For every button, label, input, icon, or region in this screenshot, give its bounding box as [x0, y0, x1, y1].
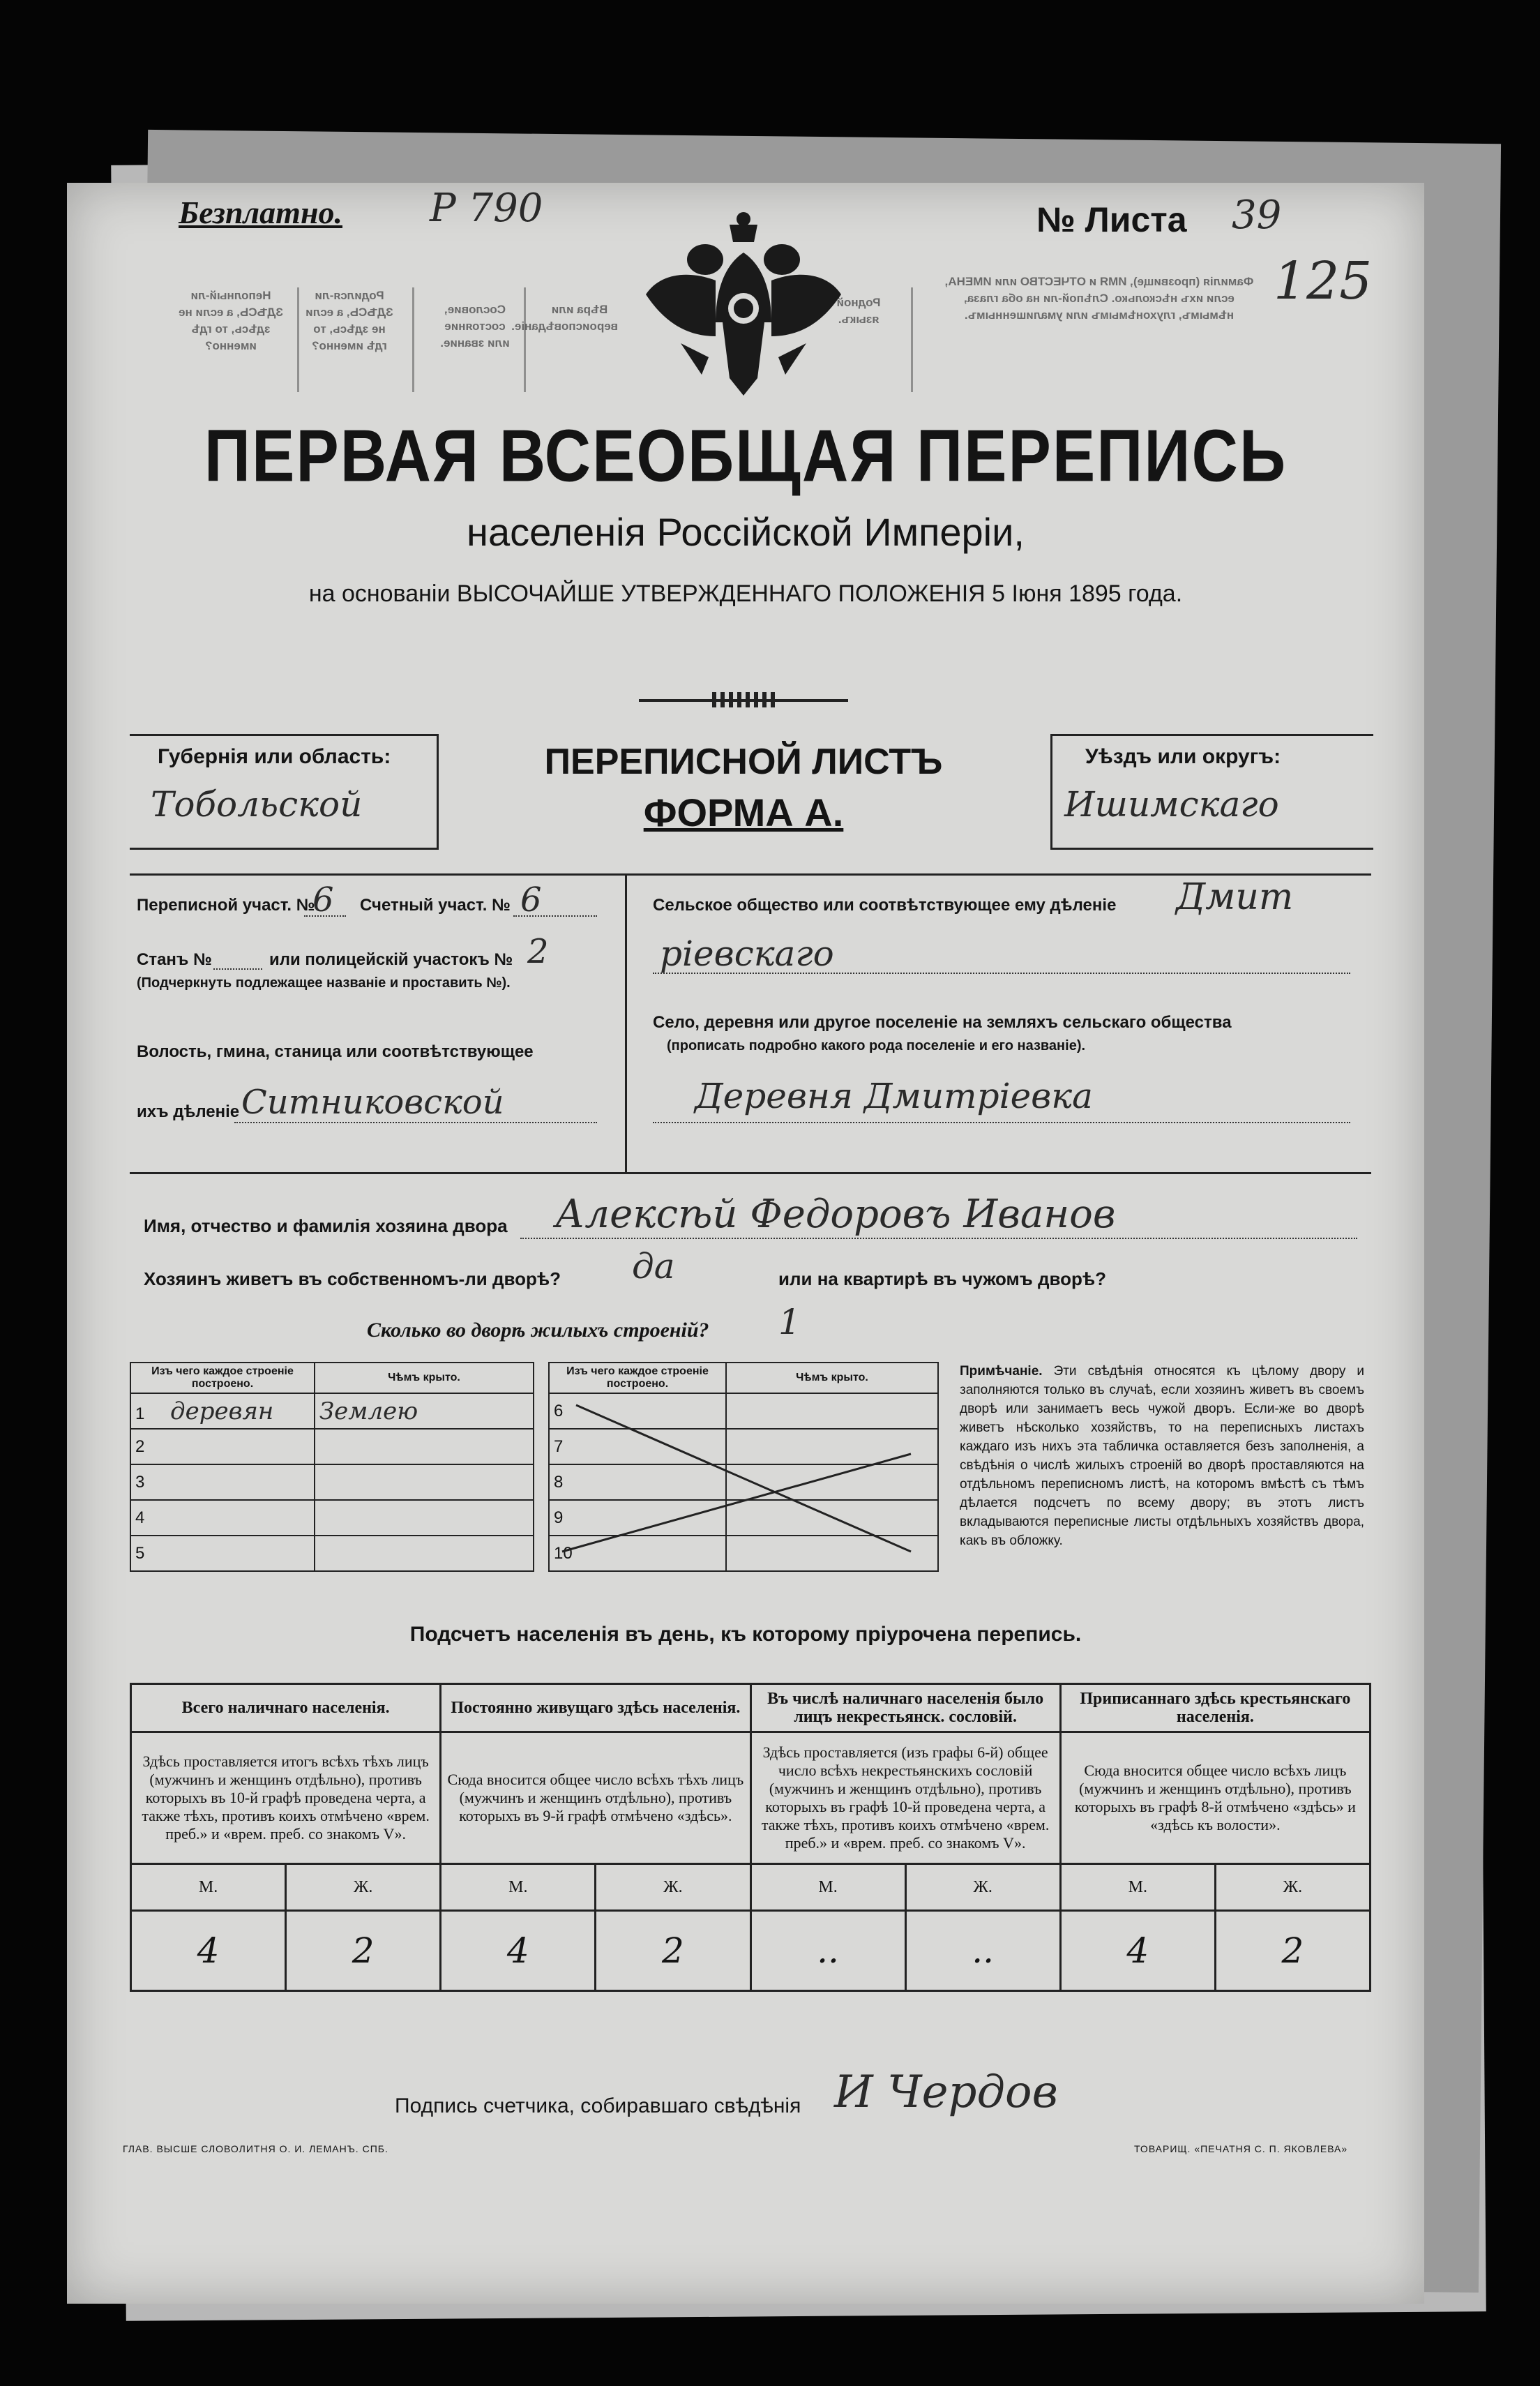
note-text: Эти свѣдѣнія относятся къ цѣлому двору и заполняются только въ случаѣ, если хозяинъ живетъ въ своемъ дворѣ или занимаетъ весь чужой дворъ. Если-же во дворѣ живетъ нѣсколько хозяйствъ, то на переписныхъ листахъ каждаго изъ нихъ эта табличка оставляется безъ заполненія, а свѣдѣнія о числѣ жилыхъ строеній во дворѣ проставляются на отдѣльномъ переписномъ листѣ, на которомъ вмѣстѣ съ тѣмъ дѣлается подсчетъ по всему двору; въ этотъ листъ вкладываются переписные листы отдѣльныхъ хозяйствъ двора, какъ въ обложку.: [960, 1364, 1364, 1548]
enumerator-signature: И Чердов: [834, 2066, 1058, 2118]
printer-left: ГЛАВ. ВЫСШЕ СЛОВОЛИТНЯ О. И. ЛЕМАНЪ. СПБ.: [123, 2143, 388, 2154]
bleed-through-text: Сословие, состояние или звание.: [440, 303, 510, 350]
uchastok-label: Переписной участ. №: [137, 896, 315, 915]
double-headed-eagle-icon: [639, 204, 848, 413]
census-title: ПЕРВАЯ ВСЕОБЩАЯ ПЕРЕПИСЬ: [204, 415, 1288, 497]
bleed-line: [412, 287, 414, 392]
fill-line: [213, 968, 262, 970]
police-label: или полицейскій участокъ №: [269, 950, 513, 969]
volost-label: Волость, гмина, станица или соотвѣтствующее: [137, 1042, 534, 1061]
table-row: [130, 1464, 534, 1500]
schetny-label: Счетный участ. №: [360, 896, 511, 915]
male-label: М.: [750, 1864, 905, 1911]
table-row: [130, 1393, 534, 1429]
society-value-continued: ріевскаго: [660, 933, 834, 974]
own-yard-label: Хозяинъ живетъ въ собственномъ-ли дворѣ?: [144, 1268, 561, 1289]
fill-line: [653, 1122, 1350, 1123]
non-peasant-desc: Здѣсь проставляется (изъ графы 6-й) общее число всѣхъ некрестьянскихъ сословій (мужчинъ и женщинъ отдѣльно), противъ которыхъ въ графѣ 10-й проведена черта, а также тѣхъ, противъ коихъ отмѣчено «врем. преб.» и «врем. преб. со знакомъ V».: [750, 1732, 1060, 1864]
rent-label: или на квартирѣ въ чужомъ дворѣ?: [778, 1268, 1107, 1289]
female-label: Ж.: [286, 1864, 441, 1911]
row-number: 3: [130, 1464, 315, 1500]
village-value: Деревня Дмитріевка: [695, 1076, 1093, 1116]
population-table: [130, 1683, 1371, 1992]
ornament-divider: [712, 692, 775, 707]
table-row: [130, 1429, 534, 1464]
material-value: деревян: [170, 1397, 274, 1425]
fill-line: [234, 1122, 597, 1123]
census-sheet: [67, 183, 1424, 2304]
census-subtitle: населенія Россійской Имперіи,: [467, 510, 1025, 554]
female-label: Ж.: [1215, 1864, 1370, 1911]
table-row: [130, 1500, 534, 1536]
material-header: Изъ чего каждое строеніе построено.: [549, 1363, 726, 1393]
bleed-through-text: Родной языкъ.: [836, 296, 881, 326]
bleed-line: [297, 287, 299, 392]
row-number: 10: [549, 1536, 726, 1571]
form-type: ФОРМА А.: [643, 790, 844, 834]
permanent-female-count: 2: [596, 1911, 750, 1991]
registered-peasant-desc: Сюда вносится общее число всѣхъ лицъ (мужчинъ и женщинъ отдѣльно), противъ которыхъ въ графѣ 8-й отмѣчено «здѣсь» и «здѣсь къ волости».: [1060, 1732, 1370, 1864]
archive-number: 125: [1274, 251, 1373, 311]
male-label: М.: [131, 1864, 286, 1911]
permanent-desc: Сюда вносится общее число всѣхъ тѣхъ лицъ (мужчинъ и женщинъ отдѣльно), противъ которыхъ въ 9-й графѣ отмѣчено «здѣсь».: [441, 1732, 750, 1864]
stan-label: Станъ №: [137, 950, 212, 969]
permanent-header: Постоянно живущаго здѣсь населенія.: [441, 1684, 750, 1732]
total-present-header: Всего наличнаго населенія.: [131, 1684, 441, 1732]
row-number: 1: [135, 1404, 145, 1423]
free-label: Безплатно.: [179, 195, 342, 230]
section-divider: [625, 873, 627, 1173]
legal-basis: на основаніи ВЫСОЧАЙШЕ УТВЕРЖДЕННАГО ПОЛОЖЕНІЯ 5 Іюня 1895 года.: [308, 580, 1183, 607]
signature-label: Подпись счетчика, собиравшаго свѣдѣнія: [395, 2094, 801, 2117]
row-number: 6: [549, 1393, 726, 1429]
registered-male-count: 4: [1060, 1911, 1215, 1991]
fill-line: [304, 915, 346, 917]
stan-note: (Подчеркнуть подлежащее названіе и проставить №).: [137, 975, 511, 991]
fill-line: [513, 915, 597, 917]
delenie-label: ихъ дѣленіе: [137, 1102, 240, 1121]
bleed-line: [911, 287, 913, 392]
sheet-number: 39: [1232, 193, 1282, 238]
sheet-number-label: № Листа: [1036, 200, 1187, 239]
uchastok-value: 6: [312, 880, 334, 920]
note-block: [960, 1362, 1364, 1550]
population-heading: Подсчетъ населенія въ день, къ которому пріурочена перепись.: [409, 1623, 1082, 1646]
form-title: ПЕРЕПИСНОЙ ЛИСТЪ: [544, 742, 943, 782]
note-title: Примѣчаніе.: [960, 1364, 1043, 1379]
section-rule: [130, 873, 1371, 876]
total-female-count: 2: [286, 1911, 441, 1991]
archive-code: Р 790: [430, 186, 543, 231]
buildings-label: Сколько во дворѣ жилыхъ строеній?: [367, 1319, 709, 1342]
non-peasant-header: Въ числѣ наличнаго населенія было лицъ некрестьянск. сословій.: [750, 1684, 1060, 1732]
buildings-value: 1: [778, 1302, 801, 1342]
guberniya-value: Тобольской: [151, 784, 363, 825]
owner-name-value: Алексѣй Федоровъ Иванов: [555, 1192, 1116, 1237]
fill-line: [520, 1238, 1357, 1239]
village-label: Село, деревня или другое поселеніе на земляхъ сельскаго общества: [653, 1013, 1232, 1032]
bleed-through-text: Неполный-ли ЗДѢСЬ, а если не здѣсь, то гдѣ именно?: [178, 289, 284, 352]
table-row: [130, 1536, 534, 1571]
own-yard-value: да: [632, 1246, 675, 1286]
non-peasant-female-count: ..: [905, 1911, 1060, 1991]
female-label: Ж.: [596, 1864, 750, 1911]
bleed-line: [524, 287, 526, 392]
row-number: 5: [130, 1536, 315, 1571]
bleed-through-text: Фамилія (прозвище), ИМЯ и ОТЧЕСТВО или ИМЕНА, если ихъ нѣсколько. Слѣпой-ли на оба глаза, нѣмымъ, глухонѣмымъ или умалишеннымъ.: [944, 275, 1254, 322]
material-header: Изъ чего каждое строеніе построено.: [130, 1363, 315, 1393]
roof-value: Землею: [319, 1397, 418, 1425]
total-male-count: 4: [131, 1911, 286, 1991]
bleed-through-text: Родился-ли ЗДѢСЬ, а если не здѣсь, то гдѣ именно?: [305, 289, 393, 352]
police-value: 2: [527, 932, 549, 971]
bleed-through-text: Вѣра или вероисповѣданіе.: [511, 303, 618, 333]
volost-value: Ситниковской: [241, 1083, 504, 1122]
roof-header: Чѣмъ крыто.: [726, 1363, 938, 1393]
guberniya-label: Губернія или область:: [158, 745, 391, 768]
row-number: 4: [130, 1500, 315, 1536]
row-number: 2: [130, 1429, 315, 1464]
society-label: Сельское общество или соотвѣтствующее ему дѣленіе: [653, 896, 1117, 915]
village-note: (прописать подробно какого рода поселеніе и его названіе).: [667, 1038, 1086, 1053]
owner-name-label: Имя, отчество и фамилія хозяина двора: [144, 1215, 508, 1236]
row-number: 7: [549, 1429, 726, 1464]
fill-line: [653, 973, 1350, 974]
buildings-table-left: [130, 1362, 534, 1572]
roof-header: Чѣмъ крыто.: [315, 1363, 534, 1393]
printer-right: ТОВАРИЩ. «ПЕЧАТНЯ С. П. ЯКОВЛЕВА»: [1134, 2143, 1348, 2154]
schetny-value: 6: [520, 880, 542, 920]
registered-female-count: 2: [1215, 1911, 1370, 1991]
permanent-male-count: 4: [441, 1911, 596, 1991]
male-label: М.: [441, 1864, 596, 1911]
male-label: М.: [1060, 1864, 1215, 1911]
non-peasant-male-count: ..: [750, 1911, 905, 1991]
section-rule: [130, 1172, 1371, 1174]
total-present-desc: Здѣсь проставляется итогъ всѣхъ тѣхъ лицъ (мужчинъ и женщинъ отдѣльно), противъ которыхъ въ 10-й графѣ проведена черта, а также тѣхъ, противъ коихъ отмѣчено «врем. преб.» и «врем. преб. со знакомъ V».: [131, 1732, 441, 1864]
row-number: 9: [549, 1500, 726, 1536]
female-label: Ж.: [905, 1864, 1060, 1911]
society-value: Дмит: [1176, 876, 1294, 918]
uezd-label: Уѣздъ или округъ:: [1085, 745, 1281, 768]
row-number: 8: [549, 1464, 726, 1500]
cross-out-mark: [548, 1391, 939, 1566]
uezd-value: Ишимскаго: [1064, 784, 1279, 825]
registered-peasant-header: Приписаннаго здѣсь крестьянскаго населенія.: [1060, 1684, 1370, 1732]
